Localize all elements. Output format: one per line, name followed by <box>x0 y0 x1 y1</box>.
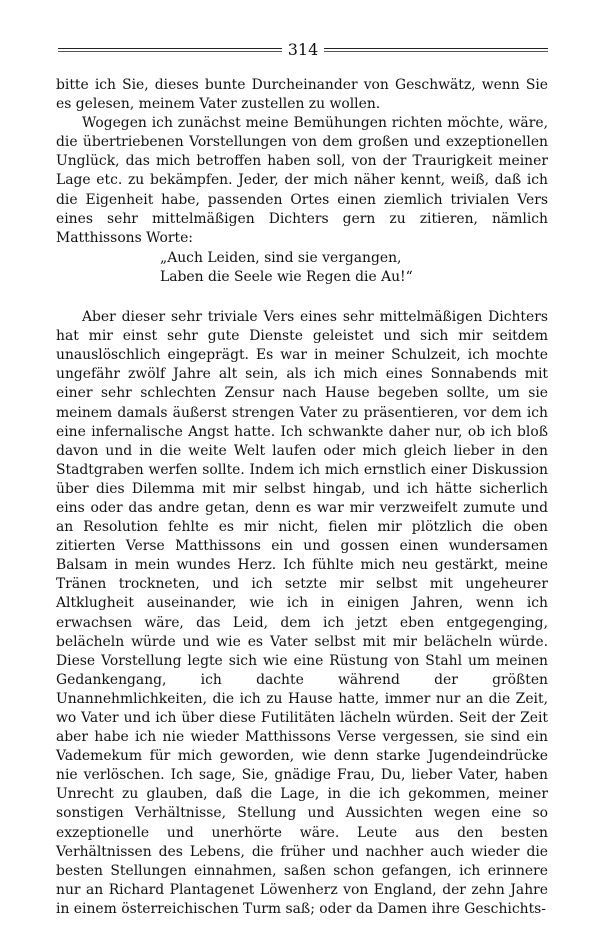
header-rule-left <box>58 48 282 52</box>
paragraph-continued: bitte ich Sie, dieses bunte Durcheinander von Geschwätz, wenn Sie es gelesen, meinem Vater zustellen zu wollen. <box>56 77 548 113</box>
verse-quote <box>160 249 548 287</box>
header-rule-right <box>324 48 548 52</box>
verse-line: „Auch Leiden, sind sie vergangen, <box>160 249 402 266</box>
paragraph: Wogegen ich zunächst meine Bemühungen richten möchte, wäre, die übertriebenen Vorstellungen von dem großen und exzeptionellen Unglück, das mich betroffen haben soll, von der Traurigkeit meiner Lage etc. zu bekämpfen. Jeder, der mich näher kennt, weiß, daß ich die Eigenheit habe, passenden Ortes einen ziemlich trivialen Vers eines sehr mittelmäßigen Dichters gern zu zitieren, nämlich Matthissons Worte: <box>56 115 548 246</box>
body-text <box>56 76 548 919</box>
page-header <box>58 40 548 60</box>
paragraph: Aber dieser sehr triviale Vers eines sehr mittelmäßigen Dichters hat mir einst sehr gute Dienste geleistet und sich mir seitdem unauslöschlich eingeprägt. Es war in meiner Schulzeit, ich mochte ungefähr zwölf Jahre alt sein, als ich mich eines Sonnabends mit einer sehr schlechten Zensur nach Hause begeben sollte, um sie meinem damals äußerst strengen Vater zu präsentieren, vor dem ich eine infernalische Angst hatte. Ich schwankte daher nur, ob ich bloß davon und in die weite Welt laufen oder mich gleich lieber in den Stadtgraben werfen sollte. Indem ich mich ernstlich einer Diskussion über dies Dilemma mit mir selbst hingab, und ich hätte sicherlich eins oder das andre getan, denn es war mir verzweifelt zumute und an Resolution fehlte es mir nicht, fielen mir plötzlich die oben zitierten Verse Matthissons ein und gossen einen wundersamen Balsam in mein wundes Herz. Ich fühlte mich neu gestärkt, meine Tränen trockneten, und ich setzte mir selbst mit ungeheurer Altklugheit auseinander, wie ich in einigen Jahren, wenn ich erwachsen wäre, das Leid, dem ich jetzt eben entgegenging, belächeln würde und wie es Vater selbst mit mir belächeln würde. Diese Vorstellung legte sich wie eine Rüstung von Stahl um meinen Gedankengang, ich dachte während der größten Unannehmlichkeiten, die ich zu Hause hatte, immer nur an die Zeit, wo Vater und ich über diese Futilitäten lächeln würden. Seit der Zeit aber habe ich nie wieder Matthissons Verse vergessen, sie sind ein Vademekum für mich geworden, wie denn starke Jugendeindrücke nie verlöschen. Ich sage, Sie, gnädige Frau, Du, lieber Vater, haben Unrecht zu glauben, daß die Lage, in die ich gekommen, meiner sonstigen Verhältnisse, Stellung und Aussichten wegen eine so exzeptionelle und unerhörte wäre. Leute aus den besten Verhältnissen des Lebens, die früher und nachher auch wieder die besten Stellungen einnahmen, saßen schon gefangen, ich erinnere nur an Richard Plantagenet Löwenherz von England, der zehn Jahre in einem österreichischen Turm saß; oder da Damen ihre Geschichts- <box>56 309 548 917</box>
verse-line: Laben die Seele wie Regen die Au!“ <box>160 268 413 285</box>
page-number: 314 <box>287 40 319 59</box>
